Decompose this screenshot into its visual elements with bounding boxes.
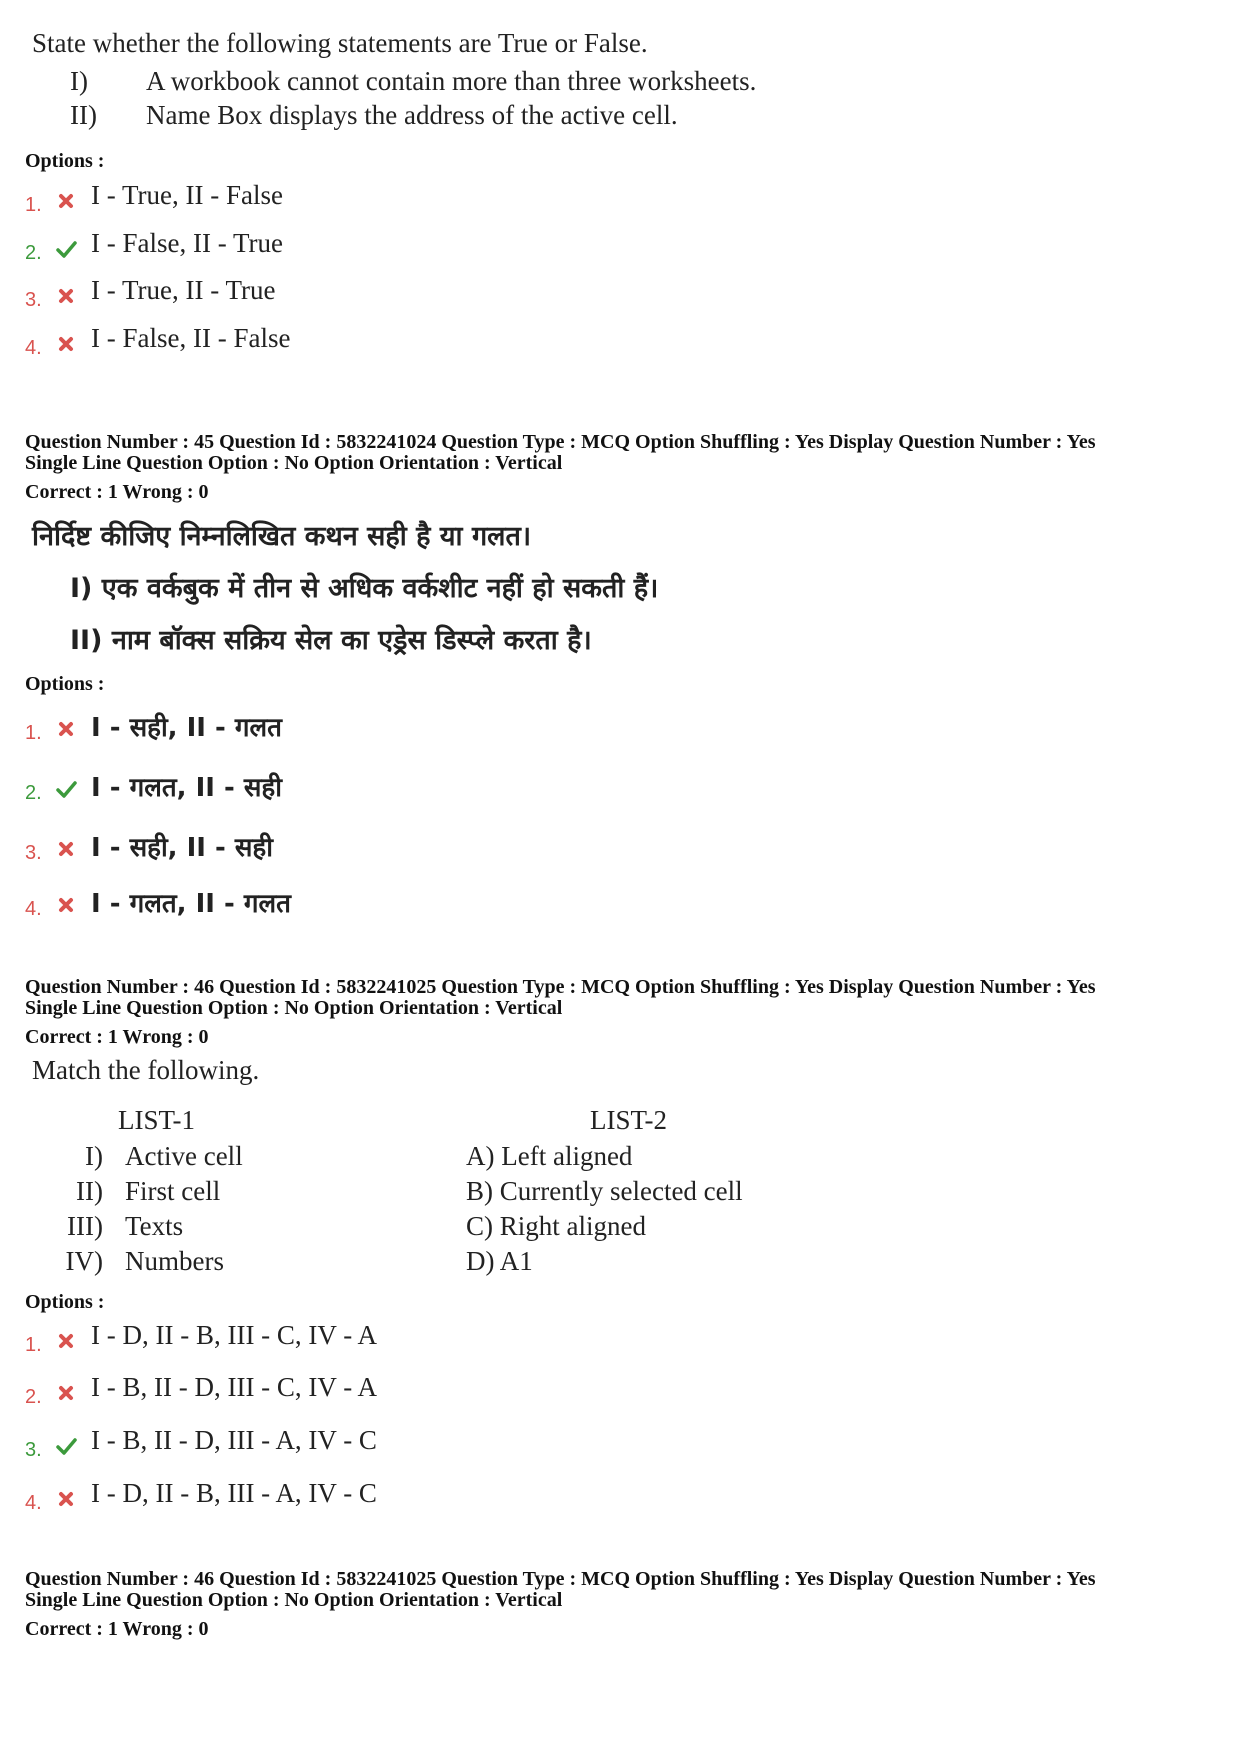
list-item-text: Active cell <box>125 1141 243 1171</box>
cross-icon <box>55 1382 77 1404</box>
question-meta <box>25 432 1095 503</box>
list-item-number: I) <box>85 1141 103 1171</box>
option-text: I - True, II - True <box>91 275 276 305</box>
list-item-text: Texts <box>125 1211 184 1241</box>
option-number: 2. <box>25 1386 42 1408</box>
cross-icon <box>55 894 77 916</box>
checkmark-icon <box>55 1435 77 1457</box>
option-number: 1. <box>25 1334 42 1356</box>
question-instruction: Match the following. <box>32 1055 260 1085</box>
checkmark-icon <box>55 778 77 800</box>
option-4[interactable] <box>25 323 525 367</box>
option-text: I - True, II - False <box>91 180 283 210</box>
cross-icon <box>55 285 77 307</box>
options-label: Options : <box>25 1291 105 1313</box>
option-2[interactable] <box>25 1372 525 1416</box>
option-number: 3. <box>25 842 42 864</box>
list-item <box>55 1244 243 1279</box>
option-4[interactable] <box>25 884 525 928</box>
list-item-number: III) <box>67 1211 103 1241</box>
list-item: B) Currently selected cell <box>466 1176 743 1206</box>
option-text: I - D, II - B, III - A, IV - C <box>91 1478 377 1508</box>
option-3[interactable] <box>25 828 525 872</box>
question-meta <box>25 977 1095 1048</box>
list-2-title: LIST-2 <box>590 1105 668 1135</box>
list-2 <box>466 1139 743 1279</box>
options-label: Options : <box>25 673 105 695</box>
option-text: I - D, II - B, III - C, IV - A <box>91 1320 377 1350</box>
option-number: 4. <box>25 898 42 920</box>
question-instruction: निर्दिष्ट कीजिए निम्नलिखित कथन सही है या गलत। <box>32 521 532 552</box>
statement-row <box>70 66 756 97</box>
option-number: 4. <box>25 337 42 359</box>
cross-icon <box>55 718 77 740</box>
option-2[interactable] <box>25 228 525 272</box>
list-item-text: First cell <box>125 1176 221 1206</box>
list-item <box>55 1174 243 1209</box>
option-number: 1. <box>25 722 42 744</box>
option-number: 3. <box>25 289 42 311</box>
option-1[interactable] <box>25 180 525 224</box>
option-number: 3. <box>25 1439 42 1461</box>
question-meta-line: Correct : 1 Wrong : 0 <box>25 1618 209 1640</box>
cross-icon <box>55 838 77 860</box>
list-item <box>55 1209 243 1244</box>
list-item: A) Left aligned <box>466 1141 633 1171</box>
question-meta-line: Question Number : 46 Question Id : 5832241025 Question Type : MCQ Option Shuffling : Yes Display Question Number : Yes <box>25 976 1096 998</box>
statement-number: II) <box>70 100 97 130</box>
question-meta <box>25 1569 1095 1640</box>
cross-icon <box>55 333 77 355</box>
list-1 <box>55 1139 243 1279</box>
question-meta-line: Correct : 1 Wrong : 0 <box>25 481 209 503</box>
list-item-number: IV) <box>65 1246 103 1276</box>
question-meta-line: Single Line Question Option : No Option Orientation : Vertical <box>25 1589 563 1611</box>
option-1[interactable] <box>25 708 525 752</box>
checkmark-icon <box>55 238 77 260</box>
cross-icon <box>55 1488 77 1510</box>
option-text: I - False, II - True <box>91 228 283 258</box>
list-item-text: Numbers <box>125 1246 224 1276</box>
option-text: I - B, II - D, III - C, IV - A <box>91 1372 377 1402</box>
statement-text: I) एक वर्कबुक में तीन से अधिक वर्कशीट नहीं हो सकती हैं। <box>70 573 659 604</box>
question-meta-line: Correct : 1 Wrong : 0 <box>25 1026 209 1048</box>
list-item-number: II) <box>76 1176 103 1206</box>
list-item: D) A1 <box>466 1246 533 1276</box>
list-item <box>55 1139 243 1174</box>
statement-text: Name Box displays the address of the active cell. <box>146 100 678 130</box>
option-text: I - False, II - False <box>91 323 291 353</box>
cross-icon <box>55 1330 77 1352</box>
question-meta-line: Question Number : 46 Question Id : 5832241025 Question Type : MCQ Option Shuffling : Yes Display Question Number : Yes <box>25 1568 1096 1590</box>
option-text: I - B, II - D, III - A, IV - C <box>91 1425 377 1455</box>
option-number: 1. <box>25 194 42 216</box>
options-label: Options : <box>25 150 105 172</box>
question-meta-line: Single Line Question Option : No Option Orientation : Vertical <box>25 452 563 474</box>
option-text: I - सही, II - सही <box>91 833 273 863</box>
list-1-title: LIST-1 <box>118 1105 196 1135</box>
question-instruction: State whether the following statements are True or False. <box>32 28 648 58</box>
list-item: C) Right aligned <box>466 1211 646 1241</box>
option-text: I - गलत, II - सही <box>91 773 282 803</box>
option-4[interactable] <box>25 1478 525 1522</box>
statement-number: I) <box>70 66 88 96</box>
option-number: 4. <box>25 1492 42 1514</box>
question-meta-line: Question Number : 45 Question Id : 5832241024 Question Type : MCQ Option Shuffling : Yes Display Question Number : Yes <box>25 431 1096 453</box>
question-meta-line: Single Line Question Option : No Option Orientation : Vertical <box>25 997 563 1019</box>
option-text: I - सही, II - गलत <box>91 713 282 743</box>
statement-row <box>70 100 678 131</box>
option-1[interactable] <box>25 1320 525 1364</box>
option-text: I - गलत, II - गलत <box>91 889 291 919</box>
option-number: 2. <box>25 242 42 264</box>
statement-text: II) नाम बॉक्स सक्रिय सेल का एड्रेस डिस्प्ले करता है। <box>70 625 592 656</box>
option-2[interactable] <box>25 768 525 812</box>
option-number: 2. <box>25 782 42 804</box>
option-3[interactable] <box>25 1425 525 1469</box>
cross-icon <box>55 190 77 212</box>
statement-text: A workbook cannot contain more than three worksheets. <box>146 66 757 96</box>
option-3[interactable] <box>25 275 525 319</box>
